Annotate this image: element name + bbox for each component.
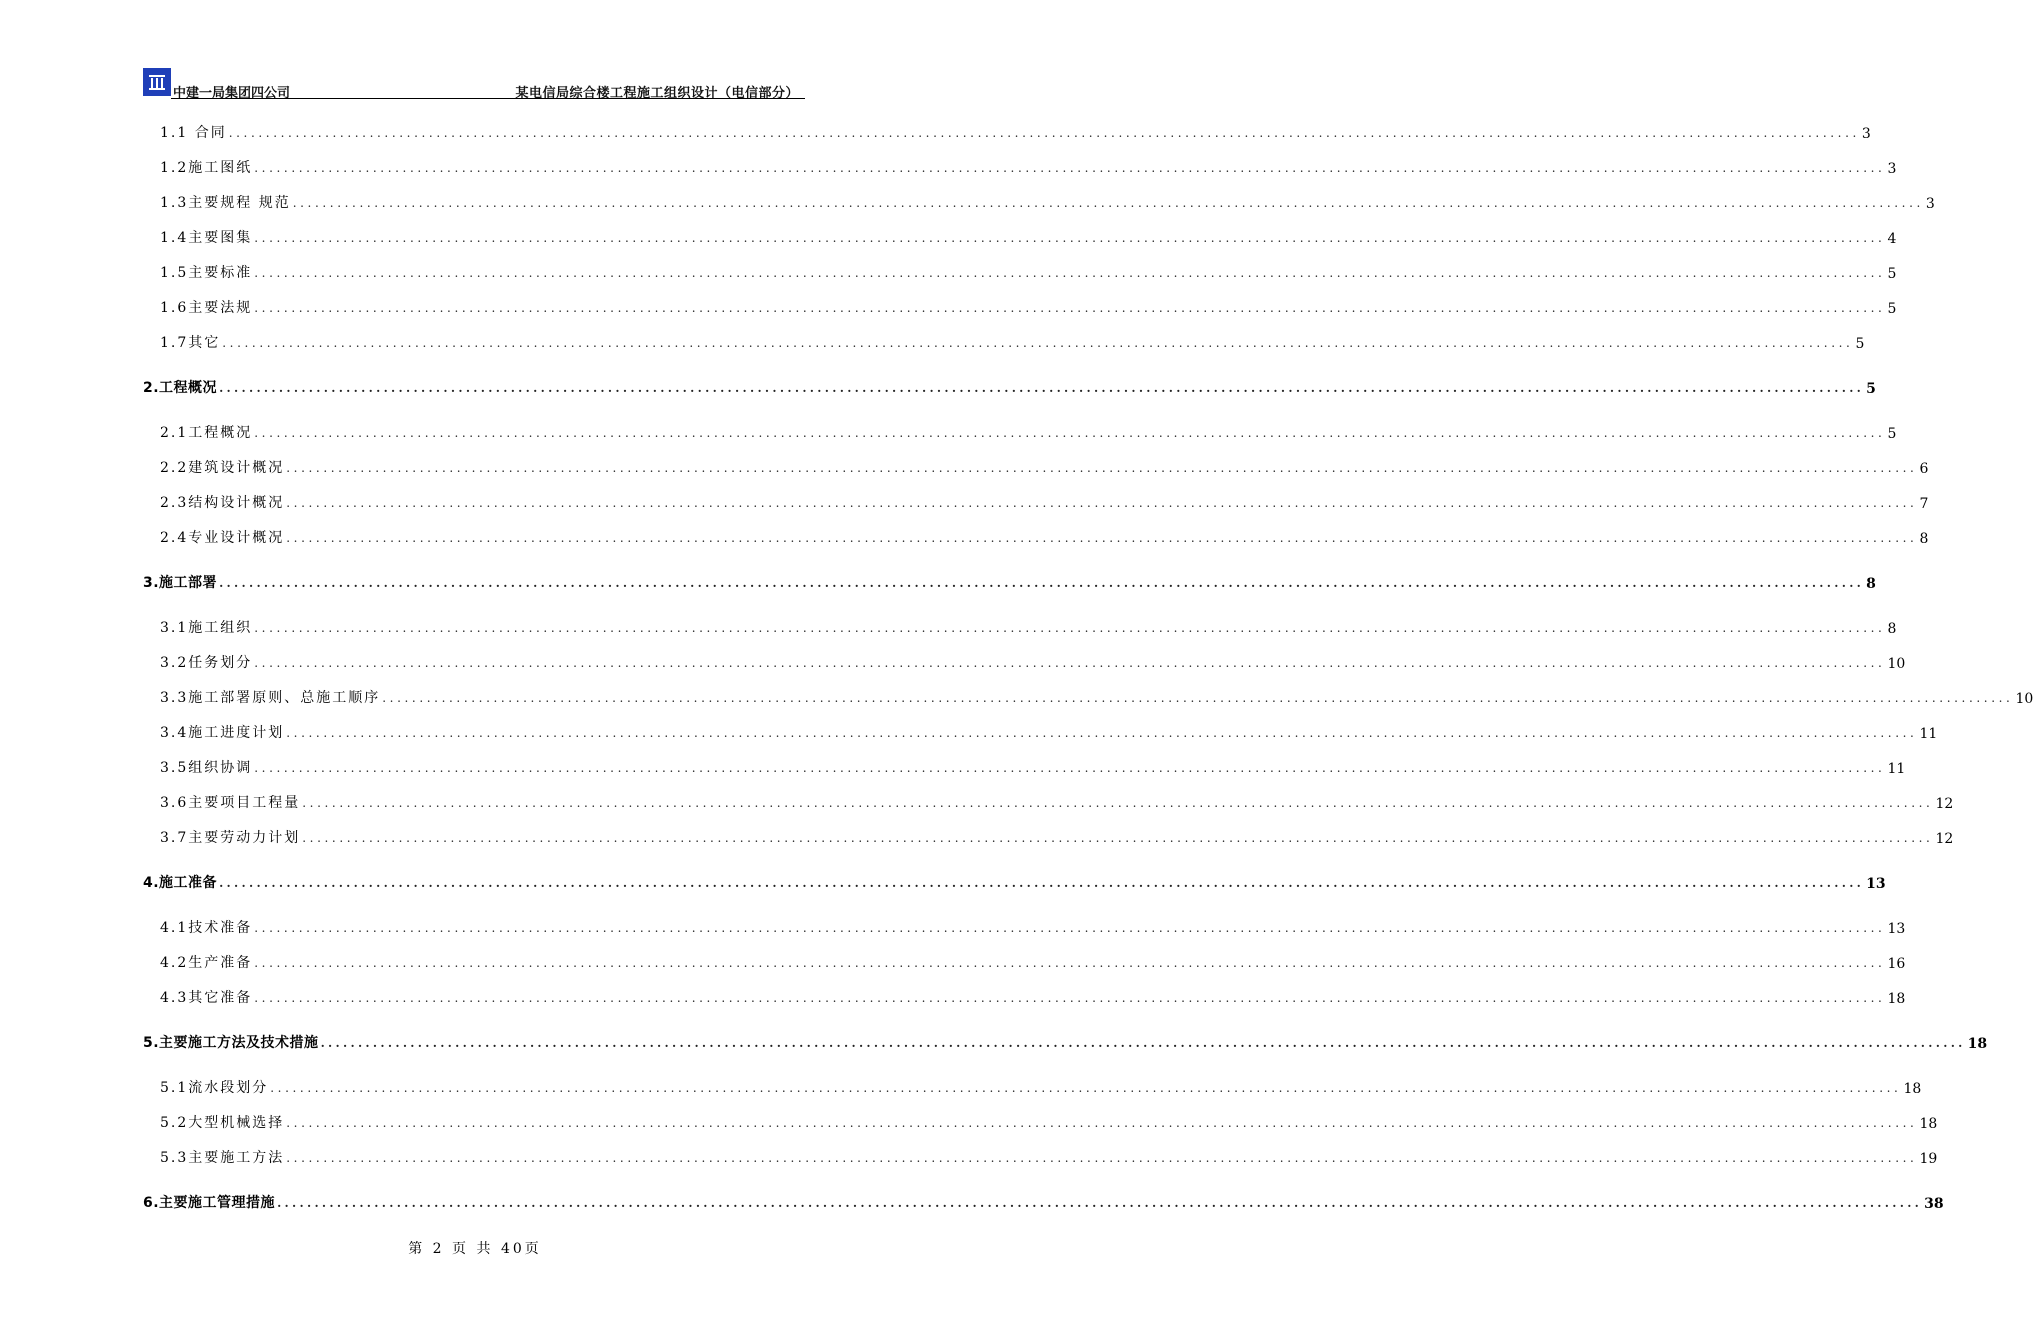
toc-dot-leader: ............................................................................................................................................................................................................................ (254, 301, 1886, 315)
toc-dot-leader: ............................................................................................................................................................................................................................ (254, 426, 1886, 440)
toc-subsection-entry[interactable] (160, 155, 1897, 177)
toc-subsection-entry[interactable] (160, 685, 2033, 707)
company-name: 中建一局集团四公司 (173, 86, 291, 101)
toc-subsection-entry[interactable] (160, 615, 1897, 637)
toc-entry-label: 1.7其它 (160, 335, 221, 351)
toc-dot-leader: ............................................................................................................................................................................................................................ (302, 796, 1934, 810)
toc-entry-label: 4.2生产准备 (160, 955, 253, 971)
toc-entry-page: 12 (1935, 796, 1954, 812)
toc-entry-label: 4.3其它准备 (160, 990, 253, 1006)
toc-dot-leader: ............................................................................................................................................................................................................................ (382, 691, 2014, 705)
toc-entry-label: 4.1技术准备 (160, 920, 253, 936)
toc-entry-page: 16 (1887, 956, 1906, 972)
toc-section-entry[interactable] (143, 870, 1886, 892)
toc-subsection-entry[interactable] (160, 825, 1954, 847)
toc-subsection-entry[interactable] (160, 985, 1906, 1007)
toc-dot-leader: ............................................................................................................................................................................................................................ (277, 1196, 1923, 1210)
toc-dot-leader: ............................................................................................................................................................................................................................ (270, 1081, 1902, 1095)
toc-subsection-entry[interactable] (160, 295, 1897, 317)
toc-subsection-entry[interactable] (160, 1110, 1938, 1132)
toc-subsection-entry[interactable] (160, 420, 1897, 442)
toc-subsection-entry[interactable] (160, 1145, 1938, 1167)
toc-entry-page: 8 (1887, 621, 1897, 637)
toc-entry-label: 6.主要施工管理措施 (143, 1195, 276, 1211)
toc-dot-leader: ............................................................................................................................................................................................................................ (254, 956, 1886, 970)
toc-entry-page: 11 (1887, 761, 1906, 777)
toc-dot-leader: ............................................................................................................................................................................................................................ (286, 461, 1918, 475)
toc-entry-label: 2.工程概况 (143, 380, 218, 396)
toc-entry-page: 8 (1866, 576, 1876, 592)
toc-dot-leader: ............................................................................................................................................................................................................................ (302, 831, 1934, 845)
toc-entry-label: 3.4施工进度计划 (160, 725, 285, 741)
toc-subsection-entry[interactable] (160, 490, 1929, 512)
toc-entry-page: 18 (1919, 1116, 1938, 1132)
toc-entry-label: 3.5组织协调 (160, 760, 253, 776)
toc-entry-page: 3 (1925, 196, 1935, 212)
toc-entry-page: 18 (1967, 1036, 1988, 1052)
toc-entry-label: 2.1工程概况 (160, 425, 253, 441)
toc-section-entry[interactable] (143, 375, 1876, 397)
toc-entry-page: 11 (1919, 726, 1938, 742)
toc-subsection-entry[interactable] (160, 330, 1865, 352)
toc-section-entry[interactable] (143, 1190, 1944, 1212)
page-footer: 第 2 页 共 40页 (408, 1241, 542, 1257)
toc-dot-leader: ............................................................................................................................................................................................................................ (254, 991, 1886, 1005)
company-logo-icon (143, 68, 171, 96)
toc-entry-page: 13 (1887, 921, 1906, 937)
toc-subsection-entry[interactable] (160, 755, 1906, 777)
toc-subsection-entry[interactable] (160, 225, 1897, 247)
toc-dot-leader: ............................................................................................................................................................................................................................ (254, 921, 1886, 935)
toc-subsection-entry[interactable] (160, 525, 1929, 547)
toc-dot-leader: ............................................................................................................................................................................................................................ (286, 1116, 1918, 1130)
toc-entry-page: 18 (1903, 1081, 1922, 1097)
toc-entry-label: 5.主要施工方法及技术措施 (143, 1035, 319, 1051)
toc-entry-page: 5 (1855, 336, 1865, 352)
toc-entry-page: 5 (1887, 266, 1897, 282)
toc-entry-page: 5 (1866, 381, 1876, 397)
toc-entry-label: 1.4主要图集 (160, 230, 253, 246)
toc-entry-label: 2.4专业设计概况 (160, 530, 285, 546)
toc-entry-label: 1.2施工图纸 (160, 160, 253, 176)
toc-entry-label: 3.2任务划分 (160, 655, 253, 671)
toc-entry-label: 1.1 合同 (160, 125, 227, 141)
toc-entry-page: 19 (1919, 1151, 1938, 1167)
toc-entry-label: 4.施工准备 (143, 875, 218, 891)
toc-entry-label: 2.3结构设计概况 (160, 495, 285, 511)
toc-dot-leader: ............................................................................................................................................................................................................................ (219, 876, 1865, 890)
toc-dot-leader: ............................................................................................................................................................................................................................ (254, 266, 1886, 280)
toc-dot-leader: ............................................................................................................................................................................................................................ (219, 381, 1865, 395)
toc-entry-page: 3 (1861, 126, 1871, 142)
toc-entry-label: 2.2建筑设计概况 (160, 460, 285, 476)
toc-entry-page: 12 (1935, 831, 1954, 847)
toc-dot-leader: ............................................................................................................................................................................................................................ (286, 531, 1918, 545)
toc-entry-page: 8 (1919, 531, 1929, 547)
toc-dot-leader: ............................................................................................................................................................................................................................ (254, 161, 1886, 175)
toc-entry-label: 5.2大型机械选择 (160, 1115, 285, 1131)
toc-entry-label: 3.1施工组织 (160, 620, 253, 636)
toc-dot-leader: ............................................................................................................................................................................................................................ (286, 1151, 1918, 1165)
toc-subsection-entry[interactable] (160, 720, 1938, 742)
toc-dot-leader: ............................................................................................................................................................................................................................ (254, 231, 1886, 245)
header-divider (171, 98, 805, 99)
toc-entry-page: 3 (1887, 161, 1897, 177)
toc-entry-label: 5.3主要施工方法 (160, 1150, 285, 1166)
toc-subsection-entry[interactable] (160, 650, 1906, 672)
toc-entry-label: 5.1流水段划分 (160, 1080, 269, 1096)
toc-dot-leader: ............................................................................................................................................................................................................................ (219, 576, 1865, 590)
toc-entry-page: 10 (1887, 656, 1906, 672)
toc-entry-label: 1.6主要法规 (160, 300, 253, 316)
toc-dot-leader: ............................................................................................................................................................................................................................ (254, 656, 1886, 670)
document-title: 某电信局综合楼工程施工组织设计（电信部分） (515, 86, 799, 101)
toc-entry-page: 7 (1919, 496, 1929, 512)
toc-dot-leader: ............................................................................................................................................................................................................................ (222, 336, 1854, 350)
toc-entry-page: 6 (1919, 461, 1929, 477)
toc-entry-label: 3.6主要项目工程量 (160, 795, 301, 811)
toc-section-entry[interactable] (143, 570, 1876, 592)
toc-entry-page: 13 (1866, 876, 1886, 892)
toc-subsection-entry[interactable] (160, 950, 1906, 972)
toc-subsection-entry[interactable] (160, 790, 1954, 812)
toc-entry-page: 38 (1924, 1196, 1944, 1212)
toc-dot-leader: ............................................................................................................................................................................................................................ (320, 1036, 1966, 1050)
toc-entry-label: 1.3主要规程 规范 (160, 195, 291, 211)
toc-entry-label: 1.5主要标准 (160, 265, 253, 281)
toc-entry-page: 5 (1887, 426, 1897, 442)
toc-section-entry[interactable] (143, 1030, 1988, 1052)
toc-subsection-entry[interactable] (160, 915, 1906, 937)
toc-subsection-entry[interactable] (160, 1075, 1922, 1097)
toc-entry-label: 3.3施工部署原则、总施工顺序 (160, 690, 381, 706)
toc-entry-page: 18 (1887, 991, 1906, 1007)
toc-entry-label: 3.施工部署 (143, 575, 218, 591)
toc-dot-leader: ............................................................................................................................................................................................................................ (254, 761, 1886, 775)
toc-dot-leader: ............................................................................................................................................................................................................................ (286, 496, 1918, 510)
toc-entry-label: 3.7主要劳动力计划 (160, 830, 301, 846)
toc-dot-leader: ............................................................................................................................................................................................................................ (254, 621, 1886, 635)
toc-entry-page: 5 (1887, 301, 1897, 317)
toc-subsection-entry[interactable] (160, 190, 1935, 212)
company-logo-glyph (147, 72, 167, 92)
toc-dot-leader: ............................................................................................................................................................................................................................ (286, 726, 1918, 740)
toc-subsection-entry[interactable] (160, 120, 1871, 142)
toc-subsection-entry[interactable] (160, 455, 1929, 477)
toc-dot-leader: ............................................................................................................................................................................................................................ (292, 196, 1924, 210)
toc-entry-page: 10 (2015, 691, 2033, 707)
toc-subsection-entry[interactable] (160, 260, 1897, 282)
page-header (143, 66, 805, 100)
toc-entry-page: 4 (1887, 231, 1897, 247)
toc-dot-leader: ............................................................................................................................................................................................................................ (228, 126, 1860, 140)
